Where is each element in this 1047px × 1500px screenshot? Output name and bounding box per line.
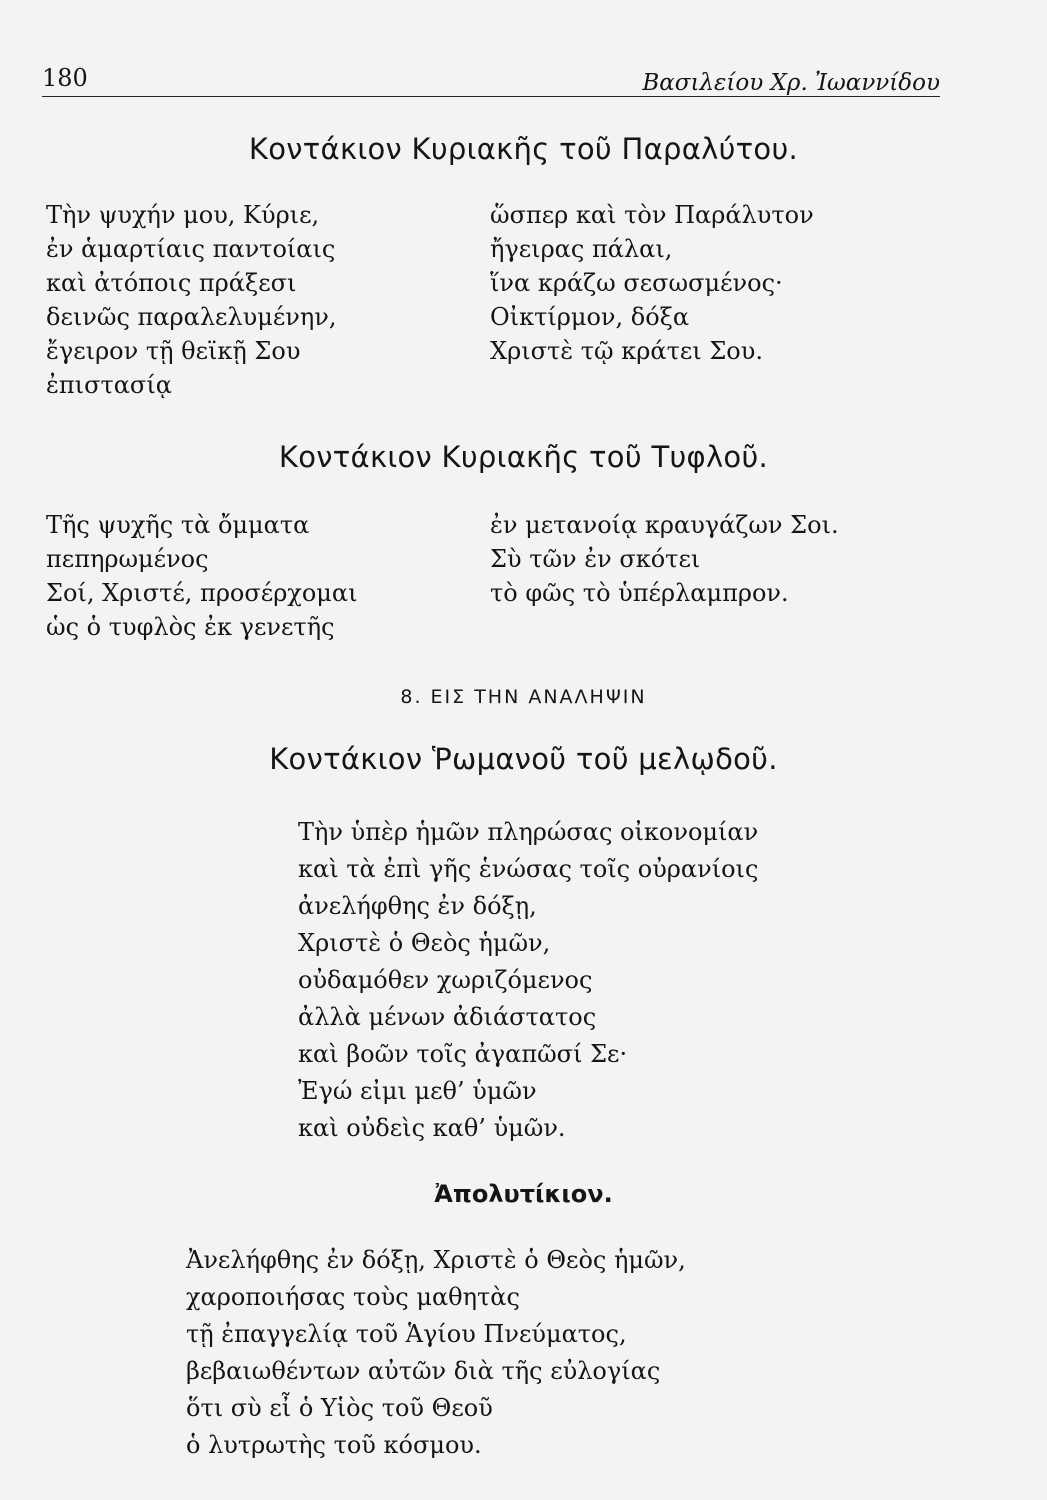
hymn-line: ὁ λυτρωτὴς τοῦ κόσμου.: [186, 1431, 482, 1459]
section-heading-romanos: Κοντάκιον Ῥωμανοῦ τοῦ μελῳδοῦ.: [269, 742, 778, 776]
hymn-line: Ἀνελήφθης ἐν δόξῃ, Χριστὲ ὁ Θεὸς ἡμῶν,: [186, 1246, 686, 1274]
hymn-line: καὶ οὐδεὶς καθ’ ὑμῶν.: [298, 1114, 566, 1142]
page-header: [42, 62, 940, 97]
hymn-left-column: [46, 508, 358, 644]
page-number: 180: [42, 64, 88, 92]
section-subheading-ascension: 8. ΕΙΣ ΤΗΝ ΑΝΑΛΗΨΙΝ: [400, 686, 647, 708]
section-heading-paralytic: Κοντάκιον Κυριακῆς τοῦ Παραλύτου.: [248, 132, 799, 166]
hymn-line: Χριστὲ τῷ κράτει Σου.: [490, 337, 763, 365]
hymn-line: ἀνελήφθης ἐν δόξῃ,: [298, 892, 537, 920]
hymn-line: Τῆς ψυχῆς τὰ ὄμματα: [46, 511, 310, 539]
hymn-line: Τὴν ὑπὲρ ἡμῶν πληρώσας οἰκονομίαν: [298, 818, 759, 846]
hymn-line: Σοί, Χριστέ, προσέρχομαι: [46, 579, 358, 607]
hymn-line: ἐπιστασίᾳ: [46, 371, 172, 399]
hymn-right-column: [490, 198, 814, 368]
hymn-line: ἵνα κράζω σεσωσμένος·: [490, 269, 783, 297]
running-head: Βασιλείου Χρ. Ἰωαννίδου: [642, 70, 940, 96]
hymn-line: Τὴν ψυχήν μου, Κύριε,: [46, 201, 320, 229]
hymn-line: καὶ τὰ ἐπὶ γῆς ἑνώσας τοῖς οὐρανίοις: [298, 855, 759, 883]
hymn-block: [298, 814, 758, 1147]
hymn-line: ἔγειρον τῇ θεϊκῇ Σου: [46, 337, 301, 365]
hymn-line: χαροποιήσας τοὺς μαθητὰς: [186, 1283, 520, 1311]
hymn-line: ὥσπερ καὶ τὸν Παράλυτον: [490, 201, 814, 229]
section-heading-apolytikion: Ἀπολυτίκιον.: [434, 1180, 613, 1208]
hymn-left-column: [46, 198, 336, 402]
hymn-line: ὡς ὁ τυφλὸς ἐκ γενετῆς: [46, 613, 335, 641]
hymn-line: Οἰκτίρμον, δόξα: [490, 303, 690, 331]
hymn-line: βεβαιωθέντων αὐτῶν διὰ τῆς εὐλογίας: [186, 1357, 661, 1385]
hymn-line: τῇ ἐπαγγελίᾳ τοῦ Ἁγίου Πνεύματος,: [186, 1320, 627, 1348]
hymn-line: Ἐγώ εἰμι μεθ’ ὑμῶν: [298, 1077, 537, 1105]
hymn-line: ἐν ἁμαρτίαις παντοίαις: [46, 235, 336, 263]
section-heading-blind: Κοντάκιον Κυριακῆς τοῦ Τυφλοῦ.: [278, 440, 769, 474]
hymn-line: πεπηρωμένος: [46, 545, 209, 573]
hymn-line: ὅτι σὺ εἶ ὁ Υἱὸς τοῦ Θεοῦ: [186, 1394, 493, 1422]
hymn-line: καὶ βοῶν τοῖς ἀγαπῶσί Σε·: [298, 1040, 628, 1068]
hymn-line: ἤγειρας πάλαι,: [490, 235, 673, 263]
hymn-line: Χριστὲ ὁ Θεὸς ἡμῶν,: [298, 929, 551, 957]
hymn-right-column: [490, 508, 839, 610]
hymn-line: δεινῶς παραλελυμένην,: [46, 303, 337, 331]
hymn-line: καὶ ἀτόποις πράξεσι: [46, 269, 297, 297]
hymn-block: [186, 1242, 686, 1464]
hymn-line: Σὺ τῶν ἐν σκότει: [490, 545, 701, 573]
hymn-line: οὐδαμόθεν χωριζόμενος: [298, 966, 593, 994]
hymn-line: ἐν μετανοίᾳ κραυγάζων Σοι.: [490, 511, 839, 539]
hymn-line: ἀλλὰ μένων ἀδιάστατος: [298, 1003, 597, 1031]
hymn-line: τὸ φῶς τὸ ὑπέρλαμπρον.: [490, 579, 789, 607]
